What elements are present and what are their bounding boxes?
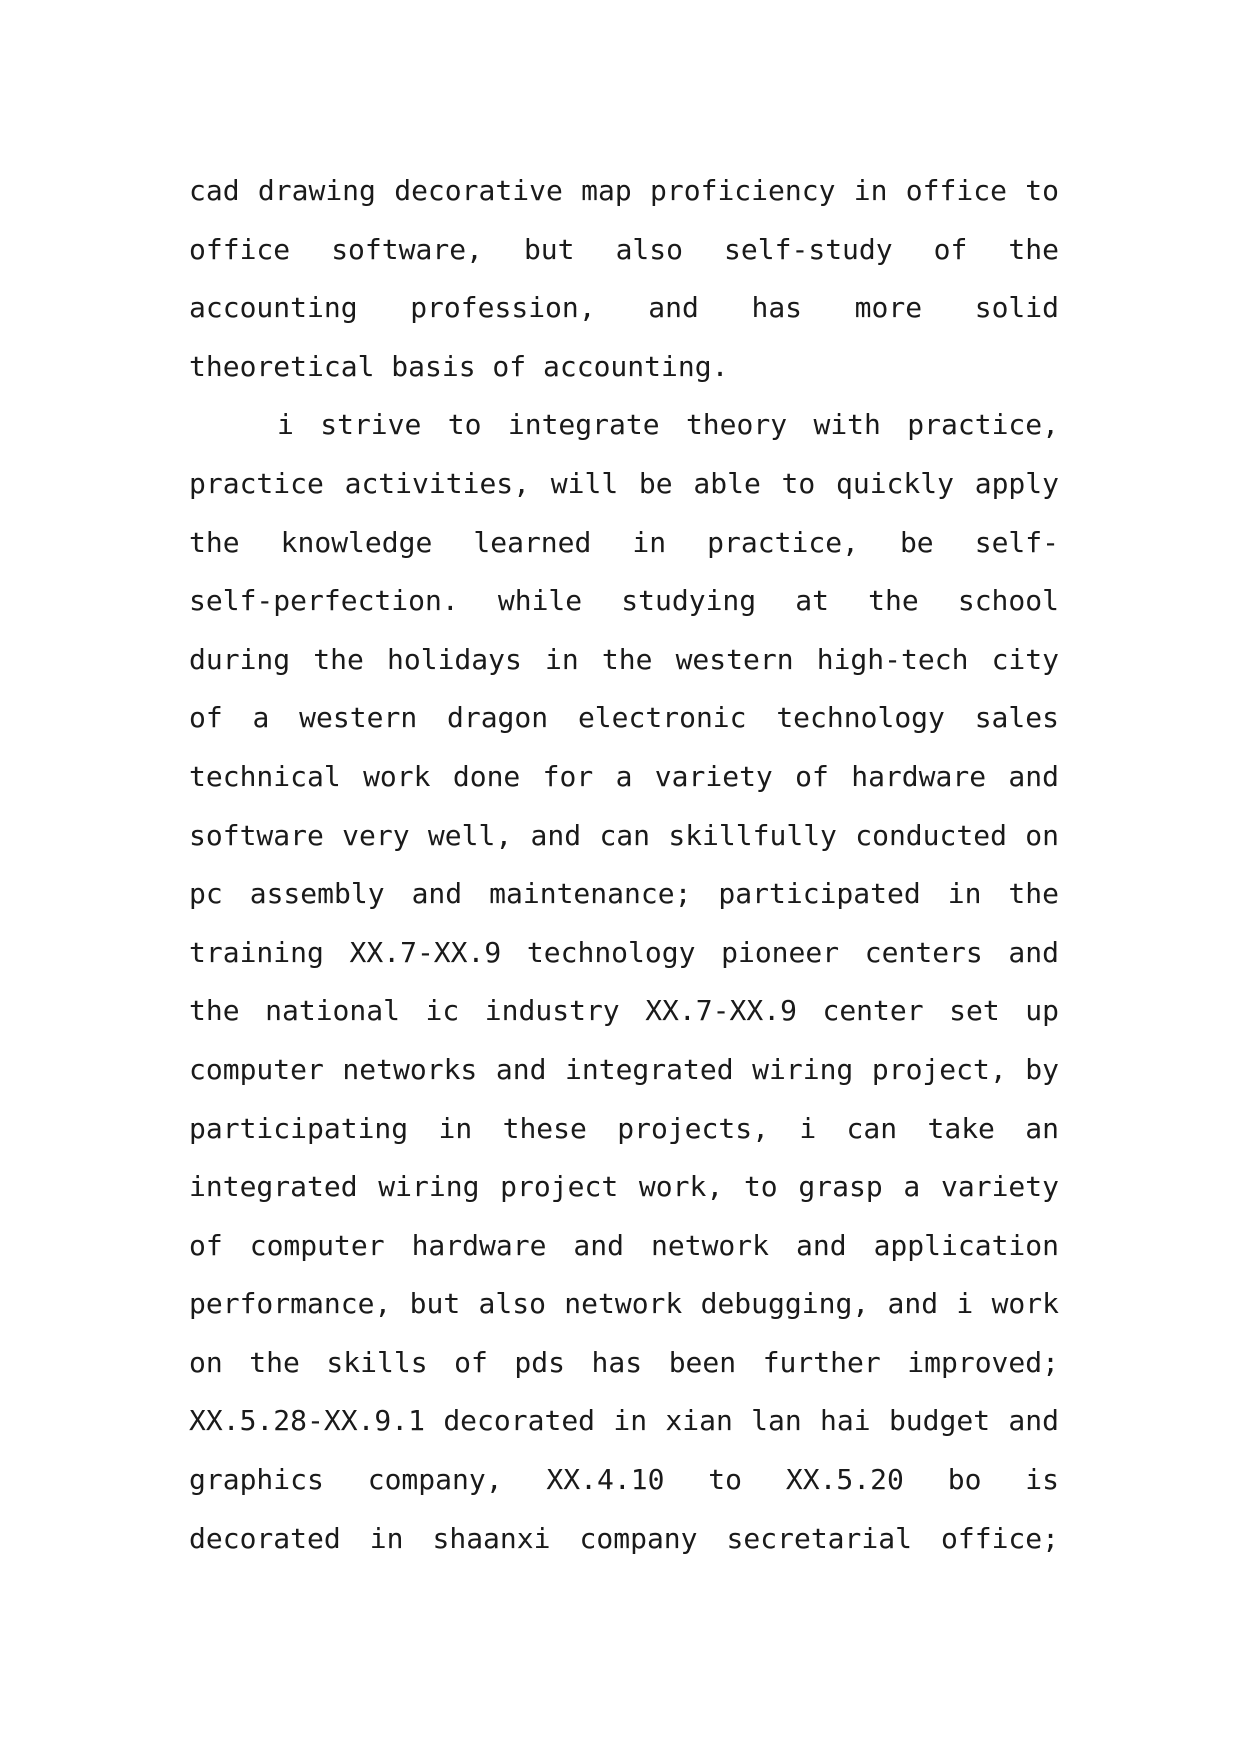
text-line: of a western dragon electronic technology sales (189, 701, 1059, 735)
text-line: office software, but also self-study of the (189, 232, 1059, 266)
text-line: during the holidays in the western high-tech city (189, 642, 1059, 676)
paragraph-first-line: i strive to integrate theory with practice, (277, 408, 1059, 442)
text-line: the national ic industry XX.7-XX.9 center set up (189, 994, 1059, 1028)
body-text (189, 162, 1059, 1568)
text-line: computer networks and integrated wiring project, by (189, 1052, 1059, 1086)
text-line: participating in these projects, i can take an (189, 1111, 1059, 1145)
text-line: practice activities, will be able to quickly apply (189, 466, 1059, 500)
text-line: graphics company, XX.4.10 to XX.5.20 bo is (189, 1463, 1059, 1497)
text-line: self-perfection. while studying at the school (189, 584, 1059, 618)
text-line: decorated in shaanxi company secretarial office; (189, 1521, 1059, 1555)
text-line: of computer hardware and network and application (189, 1228, 1059, 1262)
text-line: software very well, and can skillfully conducted on (189, 818, 1059, 852)
text-line: integrated wiring project work, to grasp a variety (189, 1170, 1059, 1204)
text-line: technical work done for a variety of hardware and (189, 759, 1059, 793)
text-line: on the skills of pds has been further improved; (189, 1345, 1059, 1379)
text-line: XX.5.28-XX.9.1 decorated in xian lan hai budget and (189, 1404, 1059, 1438)
text-line: performance, but also network debugging, and i work (189, 1287, 1059, 1321)
text-line: the knowledge learned in practice, be self- (189, 525, 1059, 559)
text-line: pc assembly and maintenance; participated in the (189, 877, 1059, 911)
text-line: training XX.7-XX.9 technology pioneer centers and (189, 935, 1059, 969)
text-line: accounting profession, and has more solid (189, 291, 1059, 325)
text-line: cad drawing decorative map proficiency in office to (189, 174, 1059, 207)
text-line: theoretical basis of accounting. (189, 349, 729, 383)
